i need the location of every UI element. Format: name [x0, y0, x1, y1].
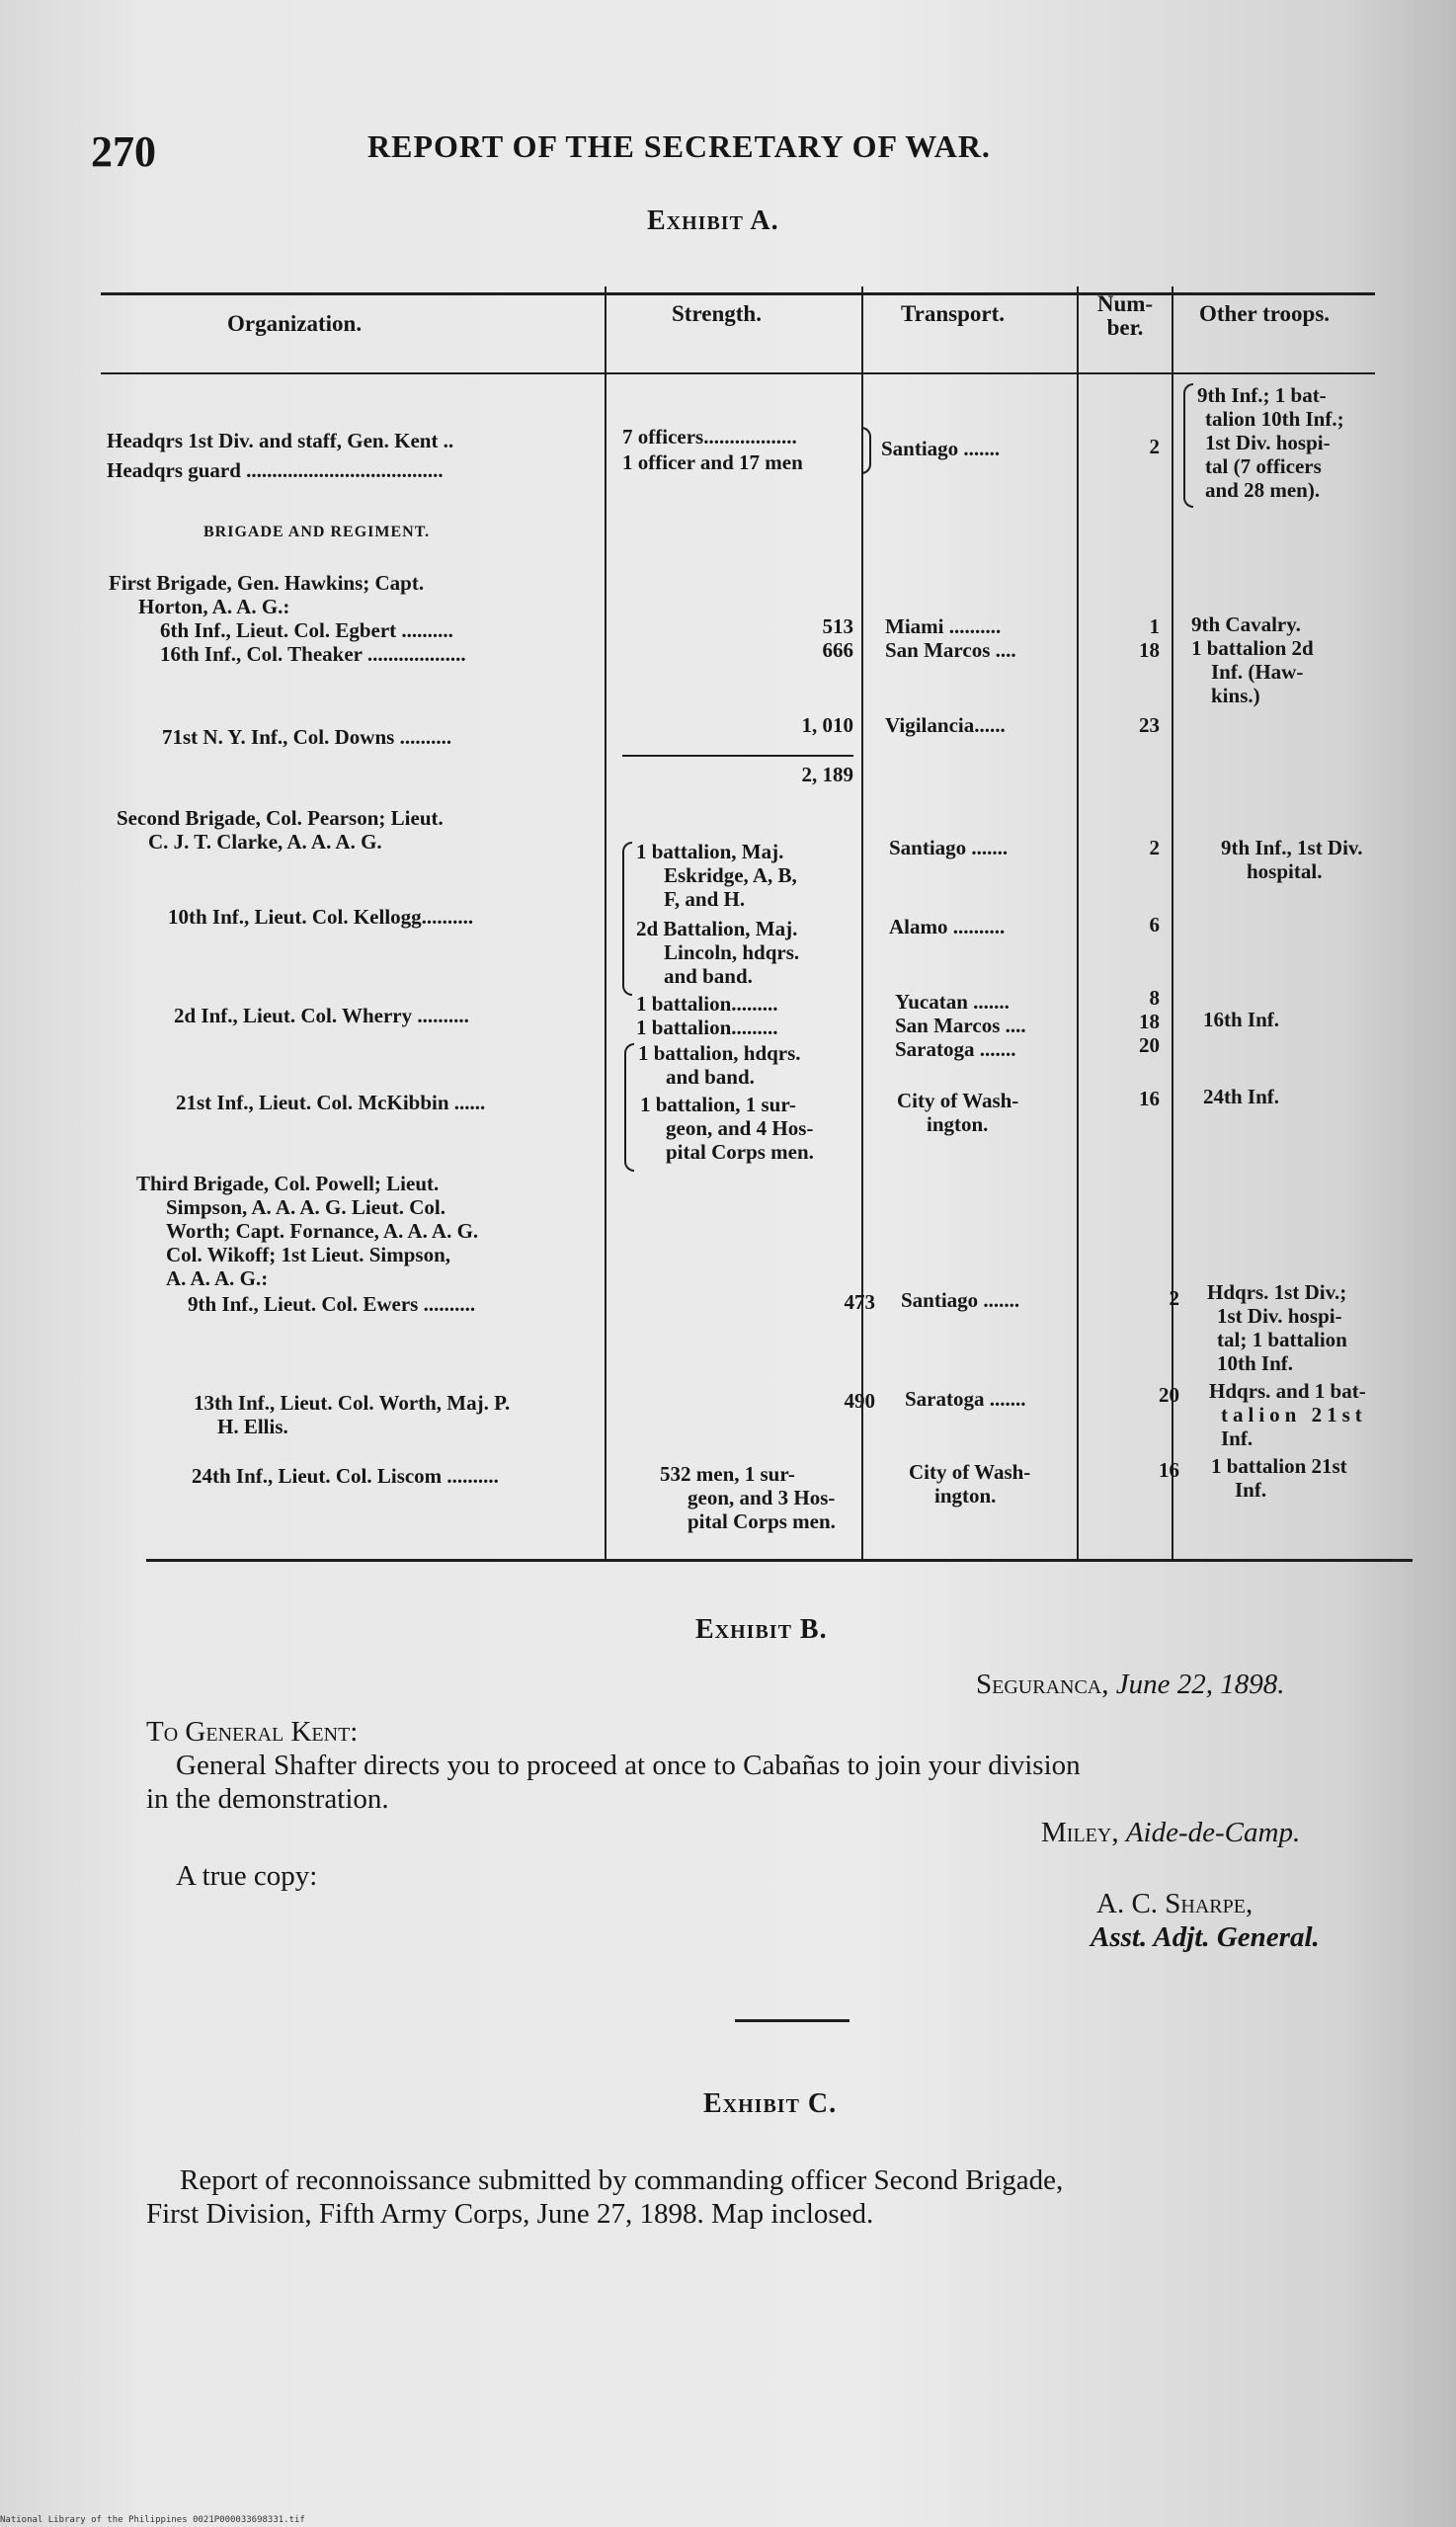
hq-transport: Santiago .......	[881, 437, 1001, 460]
twentyfirst-strength: geon, and 4 Hos-	[666, 1116, 814, 1140]
dateline-date: June 22, 1898.	[1115, 1669, 1285, 1700]
second-inf-other: 16th Inf.	[1203, 1008, 1280, 1031]
third-brigade-head: Third Brigade, Col. Powell; Lieut.	[136, 1172, 440, 1195]
hq-number: 2	[1149, 435, 1160, 458]
signature-block	[1041, 1816, 1300, 1849]
hq-other-line: 1st Div. hospi-	[1205, 431, 1331, 454]
page-number: 270	[91, 127, 156, 176]
exhibit-c-line: First Division, Fifth Army Corps, June 27, 1898. Map inclosed.	[146, 2198, 874, 2230]
hq-org-line: Headqrs 1st Div. and staff, Gen. Kent ..	[107, 429, 454, 452]
second-inf-number: 18	[1139, 1010, 1160, 1033]
tenth-strength-b: Lincoln, hdqrs.	[664, 940, 800, 964]
tenth-strength-a: 1 battalion, Maj.	[636, 840, 784, 863]
second-inf-number: 8	[1149, 986, 1160, 1010]
twentyfirst-strength: 1 battalion, 1 sur-	[640, 1093, 796, 1116]
table-row-transport: Vigilancia......	[885, 713, 1006, 737]
table-row-org: 24th Inf., Lieut. Col. Liscom ..........	[192, 1464, 499, 1488]
table-row-number: 20	[1159, 1383, 1179, 1407]
table-row-transport: ington.	[934, 1484, 997, 1508]
table-row-other: tal; 1 battalion	[1217, 1328, 1347, 1351]
first-brigade-other: kins.)	[1211, 684, 1260, 707]
brigade-and-regiment-heading: BRIGADE AND REGIMENT.	[203, 524, 431, 540]
second-inf-transport: Yucatan .......	[895, 990, 1010, 1014]
brace	[622, 842, 632, 996]
tenth-strength-a: F, and H.	[664, 887, 746, 911]
tenth-transport-b: Alamo ..........	[889, 915, 1006, 938]
column-header-transport: Transport.	[901, 301, 1005, 326]
tenth-number-b: 6	[1149, 913, 1160, 937]
brace	[624, 1043, 634, 1172]
twentyfirst-other: 24th Inf.	[1203, 1085, 1280, 1108]
running-title: REPORT OF THE SECRETARY OF WAR.	[367, 128, 991, 164]
table-row-strength: pital Corps men.	[688, 1509, 836, 1533]
signer-title: Aide-de-Camp.	[1125, 1817, 1301, 1848]
column-divider	[605, 286, 607, 1561]
table-row-transport: City of Wash-	[909, 1460, 1031, 1484]
tenth-strength-a: Eskridge, A, B,	[664, 863, 797, 887]
first-brigade-other: 9th Cavalry.	[1191, 612, 1301, 636]
order-body-line: in the demonstration.	[146, 1783, 389, 1815]
tenth-other-a: hospital.	[1247, 859, 1323, 883]
twentyfirst-transport-b: City of Wash-	[897, 1089, 1019, 1112]
tenth-other-a: 9th Inf., 1st Div.	[1221, 836, 1363, 859]
table-row-number: 16	[1159, 1458, 1179, 1482]
table-bottom-rule	[146, 1559, 1413, 1562]
hq-other-line: 9th Inf.; 1 bat-	[1197, 383, 1327, 407]
table-row-number: 2	[1169, 1286, 1179, 1310]
table-row-strength: 532 men, 1 sur-	[660, 1462, 795, 1486]
twentyfirst-number-a: 20	[1139, 1033, 1160, 1057]
hq-other-line: talion 10th Inf.;	[1205, 407, 1344, 431]
table-row-other: 1 battalion 21st	[1211, 1454, 1347, 1478]
table-row-org: 6th Inf., Lieut. Col. Egbert ..........	[160, 618, 453, 642]
table-row-other: Hdqrs. and 1 bat-	[1209, 1379, 1366, 1403]
third-brigade-head: Simpson, A. A. A. G. Lieut. Col.	[166, 1195, 445, 1219]
column-header-other-troops: Other troops.	[1199, 301, 1331, 326]
table-row-strength: 473	[844, 1290, 875, 1314]
column-header-strength: Strength.	[672, 301, 762, 326]
certifier-title: Asst. Adjt. General.	[1091, 1921, 1320, 1953]
tenth-transport-a: Santiago .......	[889, 836, 1009, 859]
table-header-rule	[101, 372, 1375, 374]
second-inf-transport: San Marcos ....	[895, 1014, 1026, 1037]
table-row-org: 16th Inf., Col. Theaker ...................	[160, 642, 466, 666]
table-row-org: H. Ellis.	[217, 1415, 288, 1438]
table-row-transport: Santiago .......	[901, 1288, 1020, 1312]
first-brigade-head: First Brigade, Gen. Hawkins; Capt.	[109, 571, 425, 595]
exhibit-c-line: Report of reconnoissance submitted by commanding officer Second Brigade,	[180, 2164, 1064, 2196]
second-inf-strength: 1 battalion.........	[636, 992, 778, 1016]
table-row-org: 13th Inf., Lieut. Col. Worth, Maj. P.	[194, 1391, 511, 1415]
table-row-other: 1st Div. hospi-	[1217, 1304, 1342, 1328]
table-row-strength: 666	[822, 638, 853, 662]
twentyfirst-transport-b: ington.	[927, 1112, 989, 1136]
first-brigade-other: Inf. (Haw-	[1211, 660, 1304, 684]
column-divider	[861, 286, 863, 1561]
column-divider	[1172, 286, 1173, 1561]
column-header-number: Num- ber.	[1096, 291, 1154, 340]
signer-name: Miley,	[1041, 1817, 1119, 1848]
second-brigade-head: Second Brigade, Col. Pearson; Lieut.	[117, 806, 444, 830]
hq-strength-line: 7 officers..................	[622, 425, 797, 448]
brace	[1183, 383, 1193, 508]
first-brigade-other: 1 battalion 2d	[1191, 636, 1314, 660]
table-row-transport: Saratoga .......	[905, 1387, 1026, 1411]
table-row-other: Inf.	[1235, 1478, 1267, 1502]
table-row-strength: 1, 010	[801, 713, 853, 737]
table-row-other: 10th Inf.	[1217, 1351, 1294, 1375]
exhibit-b-title: Exhibit B.	[695, 1614, 828, 1645]
table-row-transport: Miami ..........	[885, 614, 1002, 638]
third-brigade-head: A. A. A. G.:	[166, 1266, 269, 1290]
total-rule	[622, 755, 853, 757]
hq-other-line: tal (7 officers	[1205, 454, 1322, 478]
tenth-org: 10th Inf., Lieut. Col. Kellogg..........	[168, 905, 474, 929]
first-brigade-total: 2, 189	[801, 763, 853, 786]
exhibit-c-title: Exhibit C.	[703, 2088, 838, 2119]
twentyfirst-strength: and band.	[666, 1065, 755, 1089]
table-row-other: talion 21st	[1221, 1403, 1367, 1427]
salutation: To General Kent:	[146, 1716, 359, 1748]
third-brigade-head: Worth; Capt. Fornance, A. A. A. G.	[166, 1219, 479, 1243]
table-row-org: 71st N. Y. Inf., Col. Downs ..........	[162, 725, 452, 749]
order-body-line: General Shafter directs you to proceed at once to Cabañas to join your division	[176, 1750, 1081, 1781]
hq-other-line: and 28 men).	[1205, 478, 1321, 502]
table-row-transport: San Marcos ....	[885, 638, 1016, 662]
table-top-rule	[101, 292, 1375, 295]
tenth-strength-b: 2d Battalion, Maj.	[636, 917, 798, 940]
brace	[861, 427, 871, 474]
table-row-strength: geon, and 3 Hos-	[688, 1486, 836, 1509]
third-brigade-head: Col. Wikoff; 1st Lieut. Simpson,	[166, 1243, 451, 1266]
dateline-place: Seguranca,	[976, 1669, 1109, 1700]
table-row-other: Hdqrs. 1st Div.;	[1207, 1280, 1347, 1304]
tenth-strength-b: and band.	[664, 964, 753, 988]
first-brigade-head: Horton, A. A. G.:	[138, 595, 290, 618]
hq-org-line: Headqrs guard ......................................	[107, 458, 444, 482]
scan-footer: National Library of the Philippines 0021P000033698331.tif	[0, 2515, 305, 2525]
twentyfirst-number-b: 16	[1139, 1087, 1160, 1110]
twentyfirst-org: 21st Inf., Lieut. Col. McKibbin ......	[176, 1091, 486, 1114]
dateline	[976, 1668, 1285, 1701]
table-row-strength: 490	[844, 1389, 875, 1413]
table-row-number: 18	[1139, 638, 1160, 662]
twentyfirst-strength: 1 battalion, hdqrs.	[638, 1041, 801, 1065]
second-inf-org: 2d Inf., Lieut. Col. Wherry ..........	[174, 1004, 469, 1027]
twentyfirst-transport-a: Saratoga .......	[895, 1037, 1016, 1061]
second-brigade-head: C. J. T. Clarke, A. A. A. G.	[148, 830, 382, 854]
twentyfirst-strength: pital Corps men.	[666, 1140, 814, 1164]
tenth-number-a: 2	[1149, 836, 1160, 859]
section-divider	[735, 2019, 849, 2022]
second-inf-strength: 1 battalion.........	[636, 1016, 778, 1039]
certifier-name: A. C. Sharpe,	[1096, 1888, 1254, 1919]
table-row-org: 9th Inf., Lieut. Col. Ewers ..........	[188, 1292, 476, 1316]
column-divider	[1077, 286, 1079, 1561]
table-row-strength: 513	[822, 614, 853, 638]
exhibit-a-title: Exhibit A.	[647, 205, 779, 236]
true-copy-label: A true copy:	[176, 1860, 318, 1892]
hq-strength-line: 1 officer and 17 men	[622, 450, 803, 474]
column-header-organization: Organization.	[227, 311, 363, 336]
table-row-number: 23	[1139, 713, 1160, 737]
table-row-other: Inf.	[1221, 1427, 1254, 1450]
table-row-number: 1	[1149, 614, 1160, 638]
